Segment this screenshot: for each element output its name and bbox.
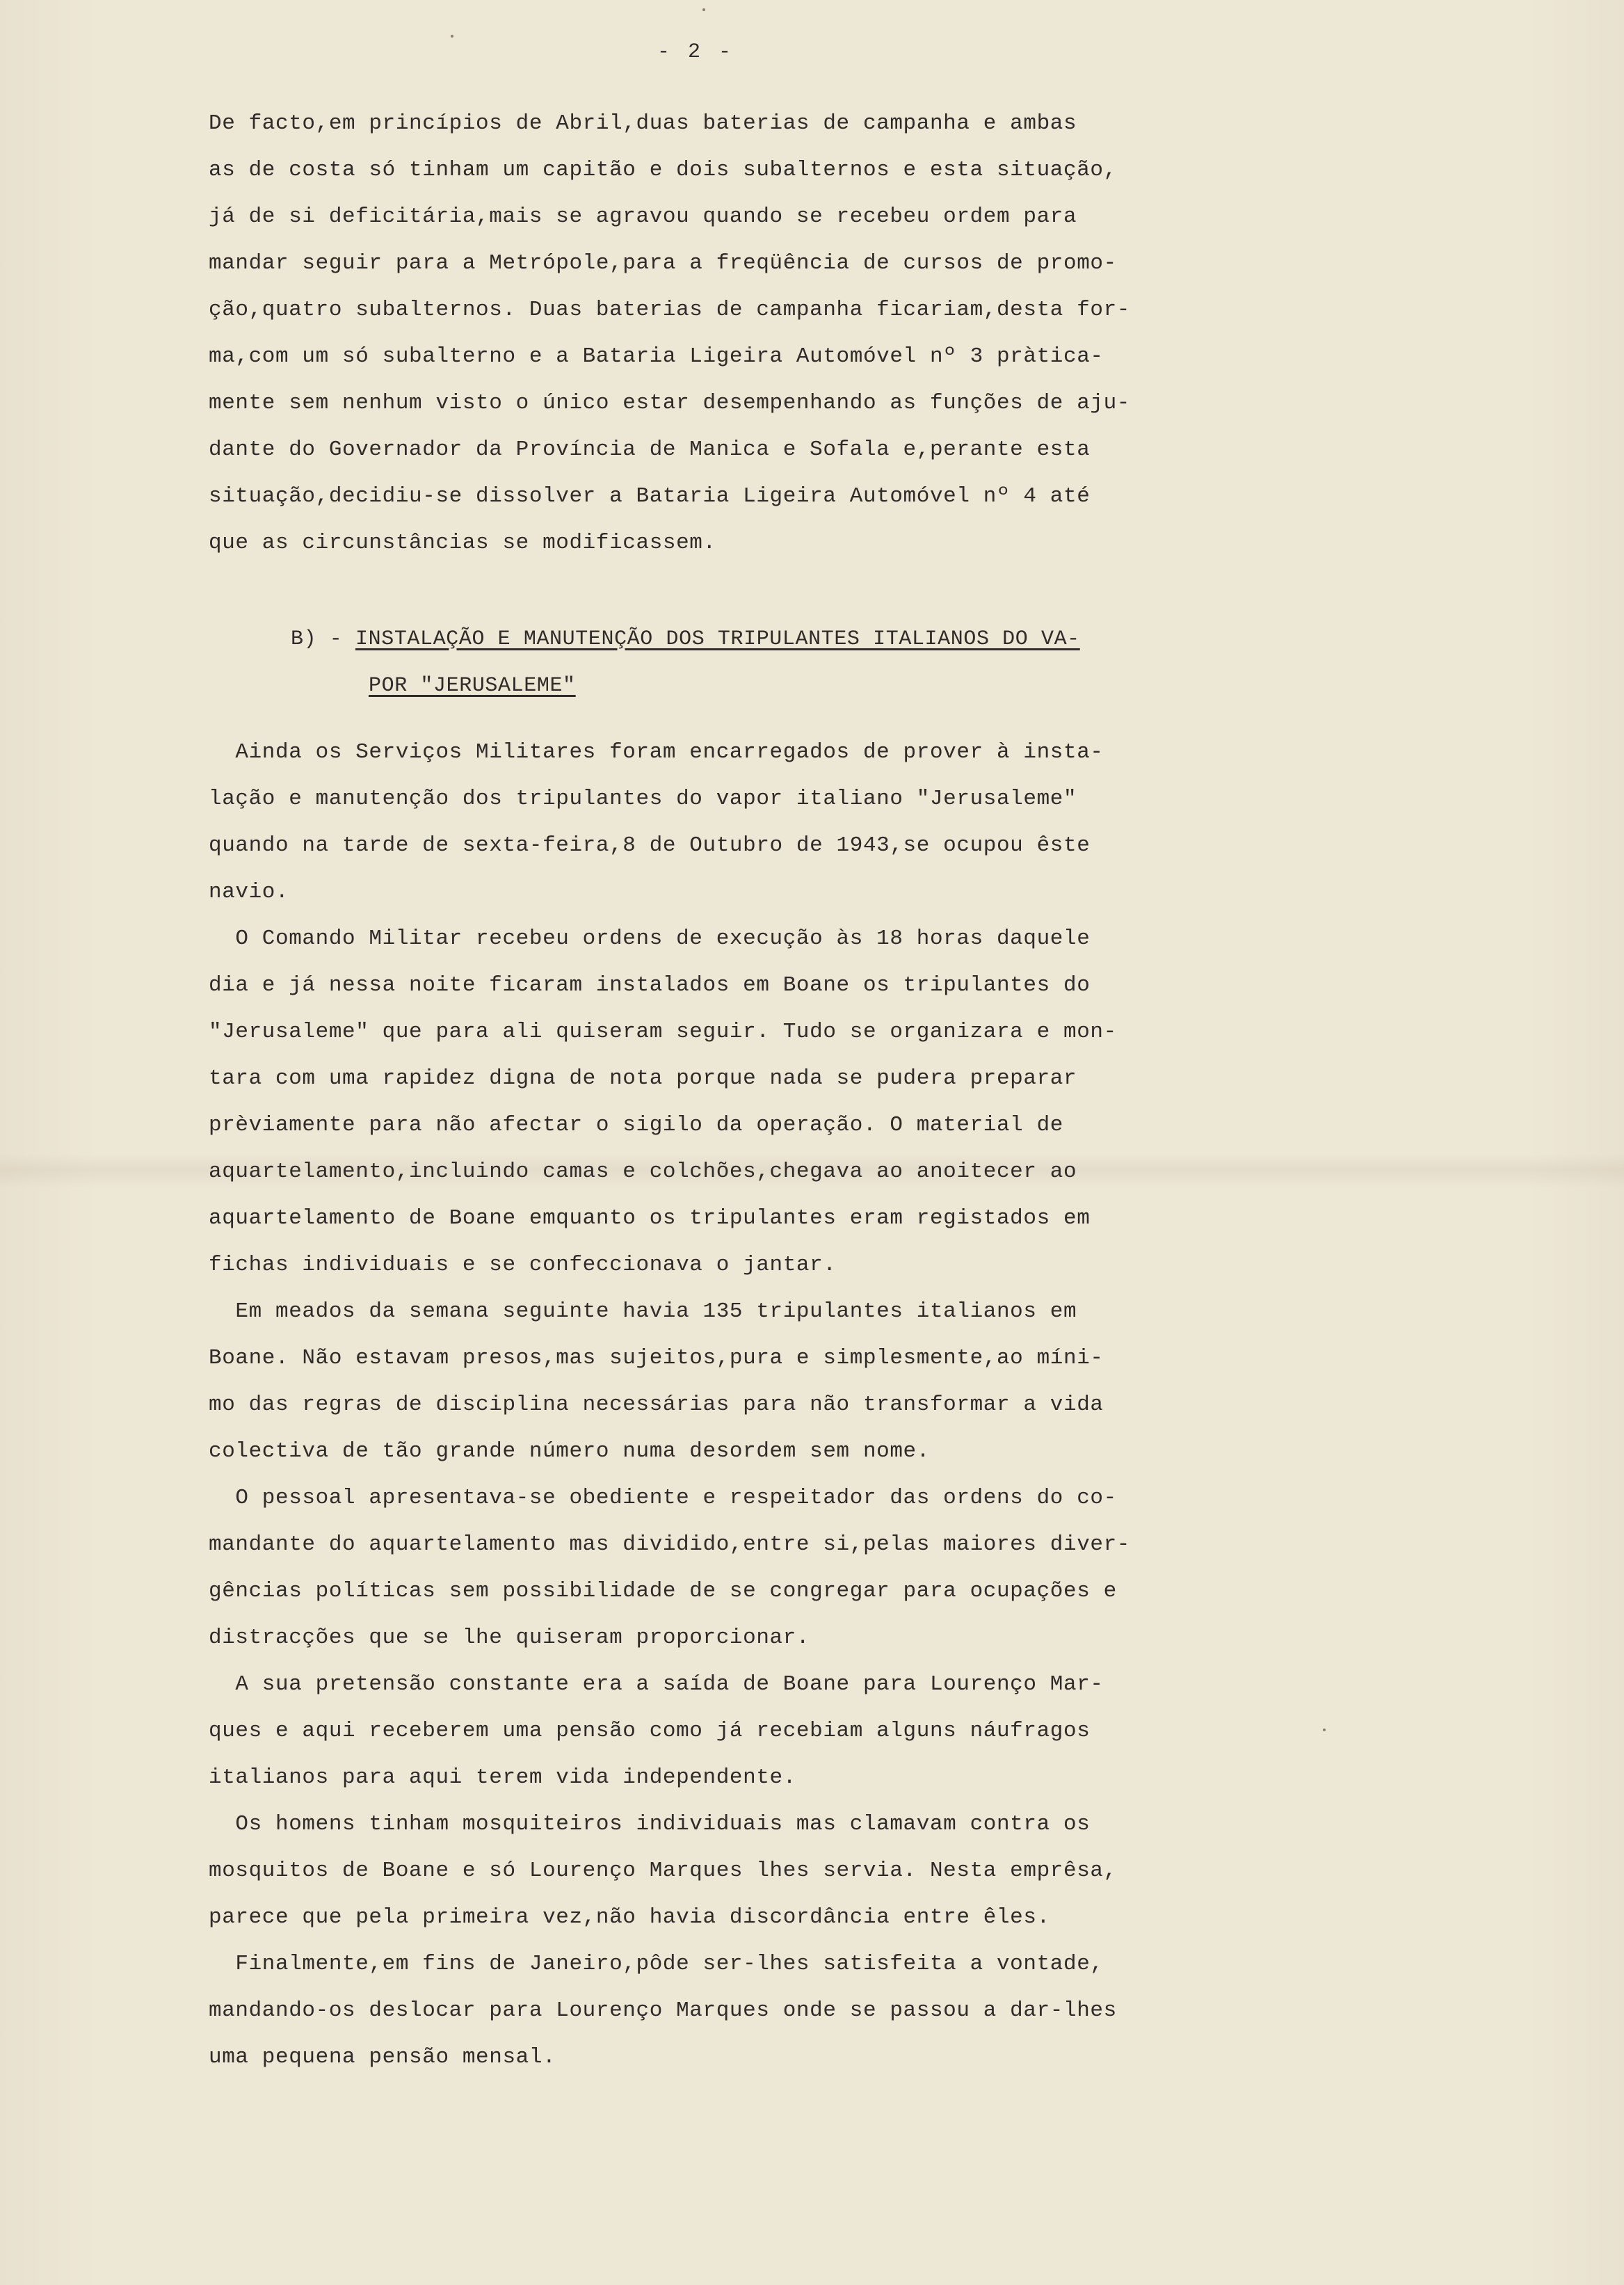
- text-line: fichas individuais e se confeccionava o jantar.: [209, 1253, 837, 1277]
- text-line: mandante do aquartelamento mas dividido,entre si,pelas maiores diver-: [209, 1532, 1131, 1557]
- heading-prefix: B) -: [291, 627, 356, 651]
- text-line: Boane. Não estavam presos,mas sujeitos,pura e simplesmente,ao míni-: [209, 1346, 1104, 1370]
- heading-title-part-1: INSTALAÇÃO E MANUTENÇÃO DOS TRIPULANTES ITALIANOS DO VA-: [355, 627, 1080, 651]
- text-line: situação,decidiu-se dissolver a Bataria Ligeira Automóvel nº 4 até: [209, 484, 1091, 508]
- text-line: O pessoal apresentava-se obediente e respeitador das ordens do co-: [209, 1486, 1117, 1510]
- text-line: as de costa só tinham um capitão e dois subalternos e esta situação,: [209, 158, 1117, 182]
- text-line: aquartelamento de Boane emquanto os tripulantes eram registados em: [209, 1206, 1091, 1230]
- text-line: tara com uma rapidez digna de nota porque nada se pudera preparar: [209, 1066, 1077, 1091]
- heading-line-2: [291, 663, 1195, 709]
- text-line: "Jerusaleme" que para ali quiseram seguir. Tudo se organizara e mon-: [209, 1020, 1117, 1044]
- text-line: A sua pretensão constante era a saída de Boane para Lourenço Mar-: [209, 1672, 1104, 1697]
- text-line: De facto,em princípios de Abril,duas baterias de campanha e ambas: [209, 111, 1077, 136]
- text-line: aquartelamento,incluindo camas e colchões,chegava ao anoitecer ao: [209, 1160, 1077, 1184]
- section-heading: [291, 616, 1195, 709]
- text-line: que as circunstâncias se modificassem.: [209, 531, 716, 555]
- text-line: gências políticas sem possibilidade de se congregar para ocupações e: [209, 1579, 1117, 1603]
- text-line: lação e manutenção dos tripulantes do vapor italiano "Jerusaleme": [209, 787, 1077, 811]
- paper-speck: [702, 8, 705, 11]
- text-line: navio.: [209, 880, 289, 904]
- page-number: - 2 -: [657, 40, 734, 64]
- text-line: uma pequena pensão mensal.: [209, 2045, 556, 2069]
- text-line: distracções que se lhe quiseram proporcionar.: [209, 1626, 810, 1650]
- text-line: dante do Governador da Província de Manica e Sofala e,perante esta: [209, 438, 1091, 462]
- text-line: O Comando Militar recebeu ordens de execução às 18 horas daquele: [209, 927, 1091, 951]
- text-line: Ainda os Serviços Militares foram encarregados de prover à insta-: [209, 740, 1104, 764]
- heading-title-part-2: POR "JERUSALEME": [369, 674, 576, 698]
- paragraph-jerusaleme-crew: [209, 729, 1155, 2080]
- paper-speck: [451, 35, 453, 38]
- text-line: Os homens tinham mosquiteiros individuais mas clamavam contra os: [209, 1812, 1091, 1836]
- text-line: italianos para aqui terem vida independente.: [209, 1765, 796, 1790]
- text-line: colectiva de tão grande número numa desordem sem nome.: [209, 1439, 930, 1464]
- heading-line-1: [291, 616, 1195, 663]
- text-line: mosquitos de Boane e só Lourenço Marques lhes servia. Nesta emprêsa,: [209, 1859, 1117, 1883]
- text-line: já de si deficitária,mais se agravou quando se recebeu ordem para: [209, 205, 1077, 229]
- text-line: Finalmente,em fins de Janeiro,pôde ser-lhes satisfeita a vontade,: [209, 1952, 1104, 1976]
- text-line: ção,quatro subalternos. Duas baterias de campanha ficariam,desta for-: [209, 298, 1131, 322]
- paragraph-bateria-situation: [209, 100, 1155, 566]
- text-line: parece que pela primeira vez,não havia discordância entre êles.: [209, 1905, 1050, 1930]
- text-line: mandar seguir para a Metrópole,para a freqüência de cursos de promo-: [209, 251, 1117, 275]
- text-line: ma,com um só subalterno e a Bataria Ligeira Automóvel nº 3 pràtica-: [209, 344, 1104, 369]
- text-line: mandando-os deslocar para Lourenço Marques onde se passou a dar-lhes: [209, 1998, 1117, 2023]
- text-line: Em meados da semana seguinte havia 135 tripulantes italianos em: [209, 1299, 1077, 1324]
- text-line: dia e já nessa noite ficaram instalados em Boane os tripulantes do: [209, 973, 1091, 997]
- text-line: quando na tarde de sexta-feira,8 de Outubro de 1943,se ocupou êste: [209, 833, 1091, 858]
- text-line: ques e aqui receberem uma pensão como já recebiam alguns náufragos: [209, 1719, 1091, 1743]
- text-line: mo das regras de disciplina necessárias para não transformar a vida: [209, 1393, 1104, 1417]
- paper-speck: [1323, 1729, 1326, 1731]
- text-line: mente sem nenhum visto o único estar desempenhando as funções de aju-: [209, 391, 1131, 415]
- text-line: prèviamente para não afectar o sigilo da operação. O material de: [209, 1113, 1063, 1137]
